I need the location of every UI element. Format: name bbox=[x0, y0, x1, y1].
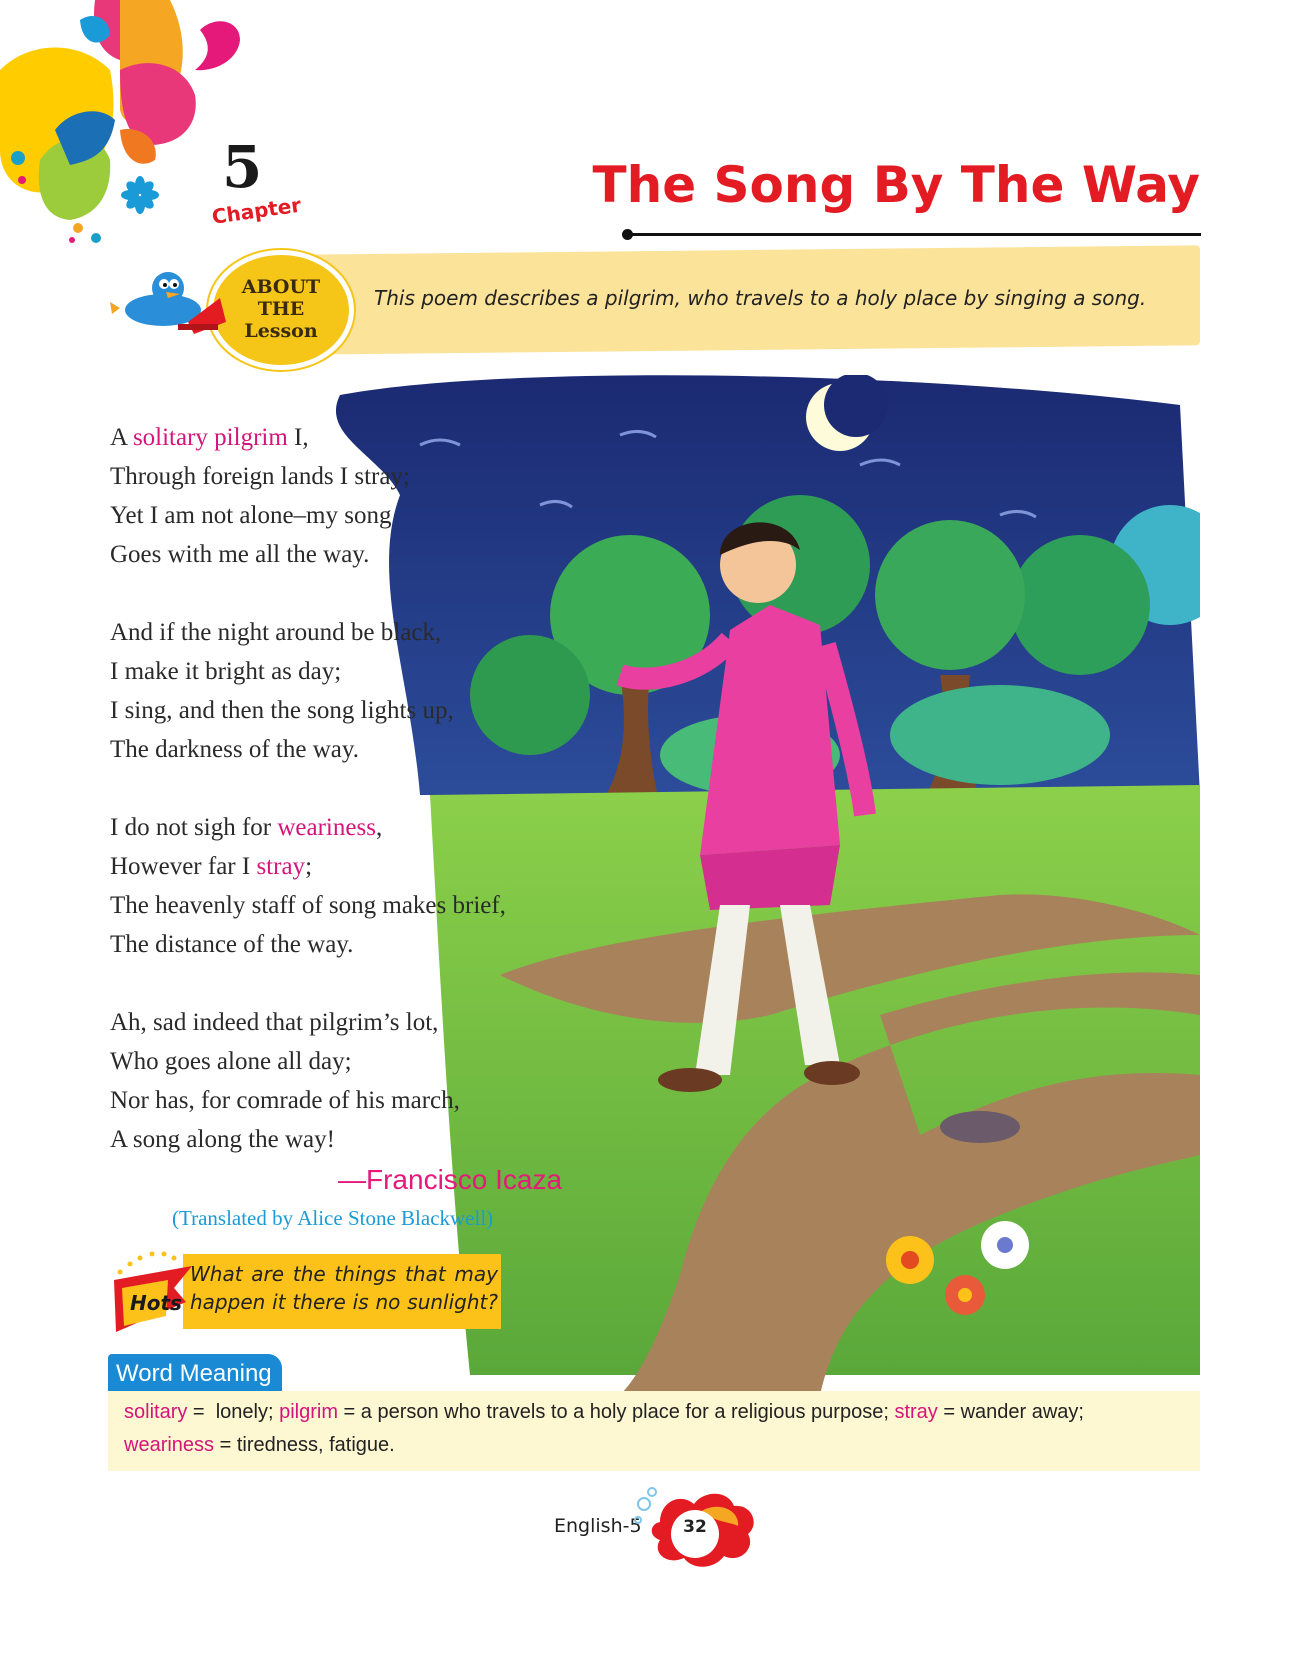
poem-stanza bbox=[110, 418, 570, 574]
poem-text-run: ; bbox=[305, 853, 313, 880]
poem-text-run: The heavenly staff of song makes brief, bbox=[110, 892, 506, 919]
poem-text-run: The darkness of the way. bbox=[110, 736, 359, 763]
about-badge-line: Lesson bbox=[244, 319, 318, 342]
poem-text-run: Who goes alone all day; bbox=[110, 1048, 352, 1075]
poem-line bbox=[110, 691, 570, 730]
poem-line bbox=[110, 613, 570, 652]
poem-text bbox=[110, 418, 570, 1198]
glossary-word: pilgrim bbox=[279, 1401, 338, 1423]
about-lesson-badge bbox=[208, 250, 354, 370]
glossary-meaning: lonely; bbox=[215, 1401, 274, 1423]
poem-text-run: A song along the way! bbox=[110, 1126, 335, 1153]
glossary-meaning: wander away; bbox=[960, 1401, 1084, 1423]
glossary-word: stray bbox=[894, 1401, 938, 1423]
poem-line bbox=[110, 886, 570, 925]
hots-label: Hots bbox=[130, 1291, 182, 1315]
poem-text-run: Through foreign lands I stray; bbox=[110, 463, 410, 490]
poem-text-run: , bbox=[375, 814, 383, 841]
poem-line bbox=[110, 496, 570, 535]
poem-text-run: However far I bbox=[110, 853, 257, 880]
poem-line bbox=[110, 535, 570, 574]
poem-text-run: Goes with me all the way. bbox=[110, 541, 370, 568]
poem-line bbox=[110, 808, 570, 847]
hots-star-badge-icon bbox=[108, 1244, 204, 1336]
poem-highlight-word: stray bbox=[256, 853, 306, 880]
poem-text-run: Ah, sad indeed that pilgrim’s lot, bbox=[110, 1009, 439, 1036]
footer-book-label: English-5 bbox=[554, 1515, 642, 1537]
poem-text-run: The distance of the way. bbox=[110, 931, 354, 958]
poem-text-run: Yet I am not alone–my song bbox=[110, 502, 392, 529]
about-badge-line: THE bbox=[257, 298, 305, 321]
poem-line bbox=[110, 925, 570, 964]
poem-line bbox=[110, 418, 570, 457]
glossary-word: weariness bbox=[124, 1434, 215, 1456]
about-lesson-text: This poem describes a pilgrim, who travels to a holy place by singing a song. bbox=[374, 286, 1147, 310]
poem-highlight-word: weariness bbox=[277, 814, 376, 841]
poem-text-run: I sing, and then the song lights up, bbox=[110, 697, 454, 724]
poem-line bbox=[110, 1003, 570, 1042]
poem-author: —Francisco Icaza bbox=[338, 1164, 563, 1195]
bird-with-laptop-icon bbox=[108, 262, 228, 342]
poem-text-run: And if the night around be black, bbox=[110, 619, 442, 646]
poem-text-run: I, bbox=[287, 424, 309, 451]
poem-translator: (Translated by Alice Stone Blackwell) bbox=[172, 1206, 494, 1230]
poem-text-run: A bbox=[110, 424, 133, 451]
poem-text-run: I make it bright as day; bbox=[110, 658, 342, 685]
chapter-label: Chapter bbox=[210, 192, 303, 229]
glossary-meaning: a person who travels to a holy place for a religious purpose; bbox=[360, 1401, 889, 1423]
word-meaning-text: solitary = lonely; pilgrim = a person who travels to a holy place for a religious purpose; stray = wander away; weariness = tiredness, fatigue. bbox=[124, 1401, 1084, 1456]
poem-stanza bbox=[110, 613, 570, 769]
about-badge-line: ABOUT bbox=[241, 276, 321, 299]
title-underline bbox=[627, 233, 1201, 236]
poem-line bbox=[110, 457, 570, 496]
poem-text-run: I do not sigh for bbox=[110, 814, 278, 841]
page-number: 32 bbox=[683, 1517, 707, 1537]
poem-stanza bbox=[110, 808, 570, 964]
glossary-word: solitary bbox=[124, 1401, 188, 1423]
glossary-meaning: tiredness, fatigue. bbox=[236, 1434, 395, 1456]
poem-line bbox=[110, 847, 570, 886]
poem-line bbox=[110, 652, 570, 691]
poem-highlight-word: solitary pilgrim bbox=[132, 424, 288, 451]
chapter-number: 5 bbox=[222, 133, 263, 201]
title-underline-dot bbox=[622, 229, 633, 240]
hots-question: What are the things that may happen it there is no sunlight? bbox=[190, 1262, 498, 1314]
poem-stanza bbox=[110, 1003, 570, 1159]
poem-line bbox=[110, 1042, 570, 1081]
poem-line bbox=[110, 1120, 570, 1159]
poem-line bbox=[110, 730, 570, 769]
poem-text-run: Nor has, for comrade of his march, bbox=[110, 1087, 460, 1114]
word-meaning-title: Word Meaning bbox=[108, 1354, 282, 1394]
poem-line bbox=[110, 1081, 570, 1120]
page-title: The Song By The Way bbox=[592, 156, 1200, 214]
